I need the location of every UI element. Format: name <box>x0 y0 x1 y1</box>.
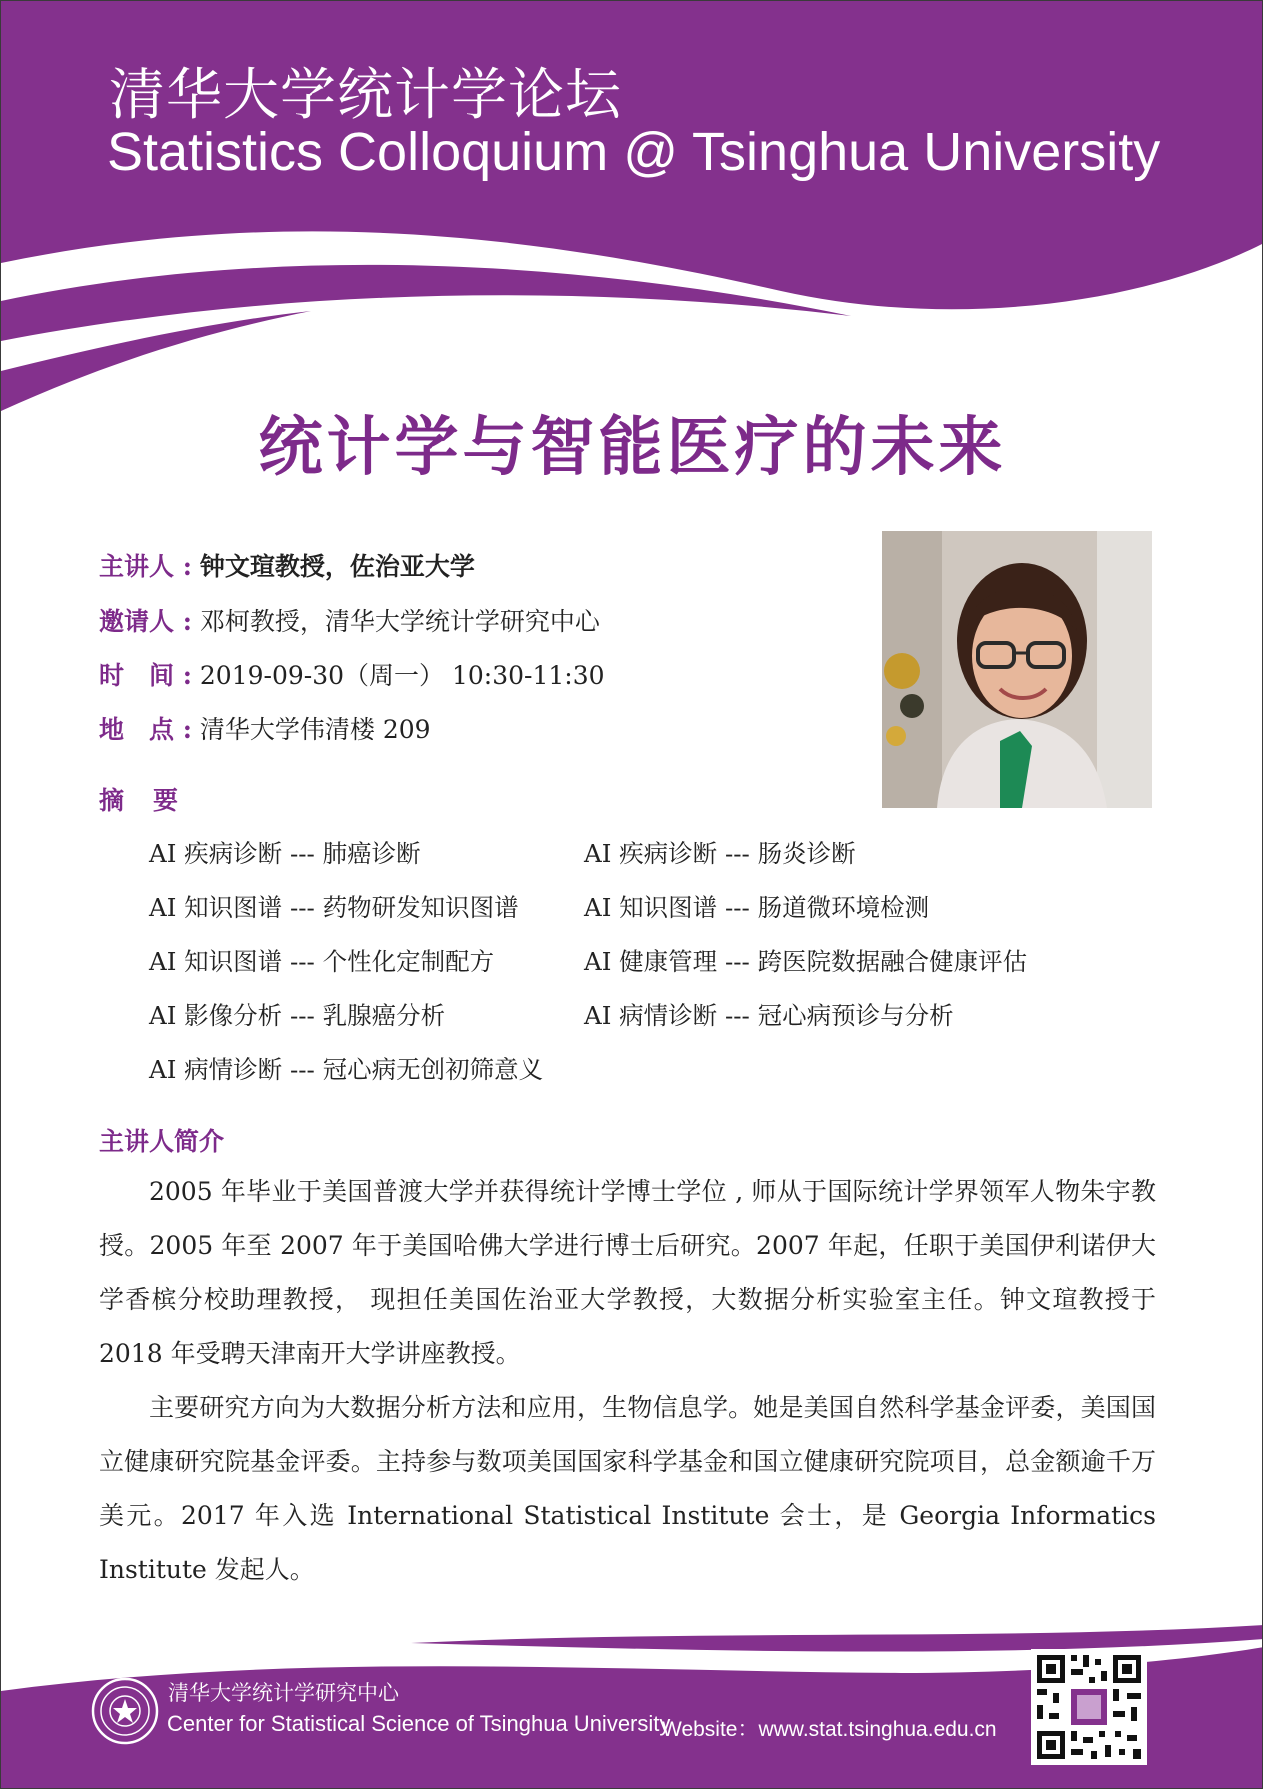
abstract-heading: 摘 要 <box>99 786 181 815</box>
speaker-photo <box>882 531 1152 808</box>
speaker-value: 钟文瑄教授，佐治亚大学 <box>199 552 475 581</box>
forum-title-zh: 清华大学统计学论坛 <box>109 63 622 128</box>
host-row <box>99 602 600 638</box>
topic-item: AI 病情诊断 --- 冠心病预诊与分析 <box>584 1001 954 1030</box>
place-row <box>99 710 431 746</box>
topic-item: AI 知识图谱 --- 肠道微环境检测 <box>584 893 930 922</box>
topic-item: AI 知识图谱 --- 个性化定制配方 <box>149 947 495 976</box>
topic-item: AI 健康管理 --- 跨医院数据融合健康评估 <box>584 947 1028 976</box>
place-label: 地 点 : <box>99 715 192 744</box>
topic-item: AI 病情诊断 --- 冠心病无创初筛意义 <box>149 1055 544 1084</box>
topic-item: AI 影像分析 --- 乳腺癌分析 <box>149 1001 446 1030</box>
bio-heading: 主讲人简介 <box>99 1127 225 1156</box>
topic-item: AI 疾病诊断 --- 肠炎诊断 <box>584 839 856 868</box>
forum-title-en: Statistics Colloquium @ Tsinghua University <box>107 122 1161 182</box>
time-value: 2019-09-30（周一） 10:30-11:30 <box>199 661 605 690</box>
website-link[interactable]: Website：www.stat.tsinghua.edu.cn <box>662 1718 997 1741</box>
host-value: 邓柯教授，清华大学统计学研究中心 <box>199 607 600 636</box>
center-name-en: Center for Statistical Science of Tsinghua University <box>167 1711 671 1736</box>
qr-code-icon <box>1031 1649 1147 1765</box>
speaker-label: 主讲人 : <box>99 552 192 581</box>
center-name-zh: 清华大学统计学研究中心 <box>168 1681 399 1705</box>
bio-paragraph-1: 2005 年毕业于美国普渡大学并获得统计学博士学位 , 师从于国际统计学界领军人物朱宇教授。2005 年至 2007 年于美国哈佛大学进行博士后研究。2007 年起，任职于美国伊利诺伊大学香槟分校助理教授， 现担任美国佐治亚大学教授，大数据分析实验室主任。钟文瑄教授于 2018 年受聘天津南开大学讲座教授。 <box>99 1177 1156 1368</box>
university-seal-icon <box>91 1677 159 1745</box>
time-row <box>99 656 605 692</box>
topic-item: AI 知识图谱 --- 药物研发知识图谱 <box>149 893 519 922</box>
speaker-row <box>99 547 475 583</box>
talk-title: 统计学与智能医疗的未来 <box>258 410 1007 485</box>
place-value: 清华大学伟清楼 209 <box>199 715 431 744</box>
host-label: 邀请人 : <box>99 607 192 636</box>
topic-item: AI 疾病诊断 --- 肺癌诊断 <box>149 839 421 868</box>
bio-paragraph-2: 主要研究方向为大数据分析方法和应用，生物信息学。她是美国自然科学基金评委，美国国立健康研究院基金评委。主持参与数项美国国家科学基金和国立健康研究院项目，总金额逾千万美元。2017 年入选 International Statistical Institute 会士，是 Georgia Informatics Institute 发起人。 <box>99 1393 1156 1584</box>
time-label: 时 间 : <box>99 661 192 690</box>
footer-wave-ribbon <box>411 1625 1263 1652</box>
